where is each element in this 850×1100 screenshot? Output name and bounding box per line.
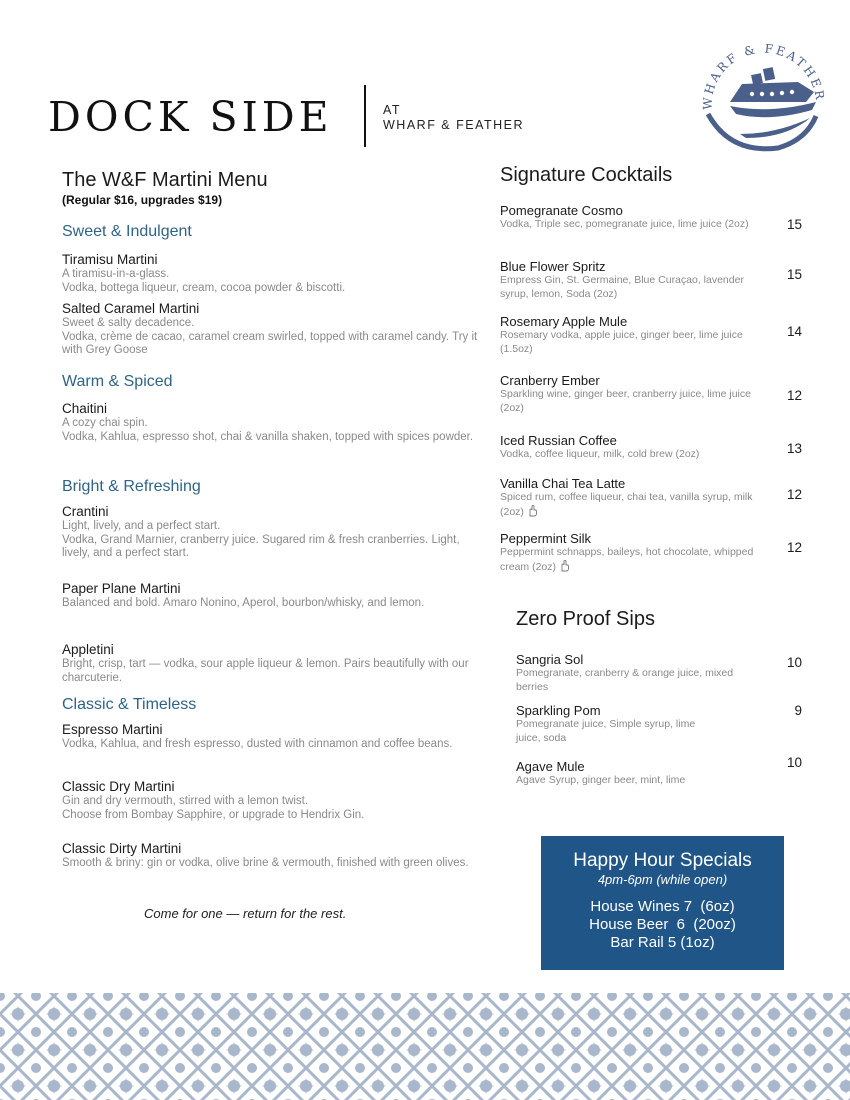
brand-title: DOCK SIDE: [48, 93, 333, 141]
item-description: Balanced and bold. Amaro Nonino, Aperol, bourbon/whisky, and lemon.: [62, 597, 425, 609]
happy-hour-beer: House Beer 6 (20oz): [589, 916, 736, 933]
menu-item: [62, 642, 482, 685]
cocktail-name: Rosemary Apple Mule: [500, 314, 628, 329]
cocktail-description-text: Spiced rum, coffee liqueur, chai tea, vanilla syrup, milk (2oz): [500, 491, 753, 518]
item-description: Vodka, crème de cacao, caramel cream swirled, topped with caramel candy. Try it with Grey Goose: [62, 330, 478, 356]
menu-item: [62, 401, 482, 444]
item-name: Classic Dirty Martini: [62, 841, 182, 856]
logo-ring-arc: [708, 114, 816, 149]
cocktail-item: [500, 476, 800, 519]
item-description: Smooth & briny: gin or vodka, olive brine & vermouth, finished with green olives.: [62, 857, 469, 869]
section-warm-spiced: Warm & Spiced: [62, 373, 173, 390]
item-description: Choose from Bombay Sapphire, or upgrade to Hendrix Gin.: [62, 808, 365, 821]
item-name: Appletini: [62, 642, 114, 657]
cocktail-name: Pomegranate Cosmo: [500, 203, 623, 218]
hand-icon: [559, 560, 570, 572]
menu-item: [62, 779, 482, 822]
menu-item: [62, 581, 482, 611]
item-name: Paper Plane Martini: [62, 581, 181, 596]
cocktail-description: Vodka, Triple sec, pomegranate juice, lime juice (2oz): [500, 218, 749, 230]
happy-hour-wine: House Wines 7 (6oz): [590, 898, 735, 915]
menu-item: [62, 504, 482, 561]
drink-name: Sangria Sol: [516, 652, 584, 667]
item-tagline: Light, lively, and a perfect start.: [62, 520, 221, 532]
closing-tagline: Come for one — return for the rest.: [144, 906, 347, 921]
cocktail-price: 15: [786, 217, 802, 232]
cocktail-price: 14: [786, 324, 802, 339]
martini-price-note: (Regular $16, upgrades $19): [62, 193, 223, 207]
drink-price: 9: [794, 703, 802, 718]
happy-hour-box: [541, 836, 784, 970]
wharf-feather-logo: [690, 22, 830, 162]
subtitle-venue: WHARF & FEATHER: [383, 118, 525, 132]
cocktail-name: Cranberry Ember: [500, 373, 600, 388]
cocktail-description-text: Peppermint schnapps, baileys, hot chocolate, whipped cream (2oz): [500, 546, 754, 573]
item-tagline: A tiramisu-in-a-glass.: [62, 268, 170, 280]
cocktail-item: [500, 314, 800, 356]
cocktail-item: [500, 531, 800, 574]
drink-name: Sparkling Pom: [516, 703, 601, 718]
cocktail-item: [500, 203, 800, 232]
cocktail-price: 12: [786, 487, 802, 502]
item-name: Espresso Martini: [62, 722, 163, 737]
martini-menu-title: The W&F Martini Menu: [62, 169, 268, 191]
cocktail-name: Blue Flower Spritz: [500, 259, 606, 274]
item-name: Salted Caramel Martini: [62, 301, 200, 316]
cocktail-description: Rosemary vodka, apple juice, ginger beer, lime juice (1.5oz): [500, 329, 743, 355]
cocktail-description: Empress Gin, St. Germaine, Blue Curaçao, lavender syrup, lemon, Soda (2oz): [500, 274, 744, 300]
drink-description: Pomegranate, cranberry & orange juice, mixed berries: [516, 667, 734, 693]
happy-hour-rail: Bar Rail 5 (1oz): [610, 934, 715, 951]
drink-price: 10: [786, 755, 802, 770]
cocktail-description: [500, 491, 765, 519]
brand-subtitle: [383, 103, 524, 133]
zero-proof-title: Zero Proof Sips: [516, 608, 655, 630]
item-description: Bright, crisp, tart — vodka, sour apple liqueur & lemon. Pairs beautifully with our charcuterie.: [62, 658, 469, 684]
item-description: Vodka, bottega liqueur, cream, cocoa powder & biscotti.: [62, 281, 346, 294]
item-name: Crantini: [62, 504, 109, 519]
item-description: Vodka, Grand Marnier, cranberry juice. Sugared rim & fresh cranberries. Light, lively, and a perfect start.: [62, 533, 460, 559]
menu-item: [62, 722, 482, 752]
item-description: Vodka, Kahlua, espresso shot, chai & vanilla shaken, topped with spices powder.: [62, 430, 474, 443]
hand-icon: [527, 505, 538, 517]
cocktail-item: [500, 433, 800, 462]
cocktail-name: Peppermint Silk: [500, 531, 592, 546]
signature-cocktails-title: Signature Cocktails: [500, 164, 673, 186]
drink-name: Agave Mule: [516, 759, 585, 774]
item-name: Tiramisu Martini: [62, 252, 158, 267]
cocktail-price: 12: [786, 540, 802, 555]
cocktail-name: Iced Russian Coffee: [500, 433, 617, 448]
decorative-tile-pattern: [0, 993, 850, 1100]
section-bright-refreshing: Bright & Refreshing: [62, 478, 201, 495]
drink-description: Pomegranate juice, Simple syrup, lime juice, soda: [516, 718, 696, 744]
martini-menu: [62, 168, 482, 869]
item-tagline: Sweet & salty decadence.: [62, 317, 195, 329]
cocktail-description: Sparkling wine, ginger beer, cranberry juice, lime juice (2oz): [500, 388, 751, 414]
cocktail-price: 12: [786, 388, 802, 403]
logo-ring-text: WHARF & FEATHER: [700, 41, 828, 111]
item-tagline: A cozy chai spin.: [62, 417, 148, 429]
header-divider: [364, 85, 366, 147]
menu-item: [62, 301, 482, 358]
happy-hour-title: Happy Hour Specials: [573, 850, 752, 871]
cocktail-item: [500, 373, 800, 415]
item-name: Classic Dry Martini: [62, 779, 175, 794]
drink-price: 10: [786, 655, 802, 670]
item-description: Vodka, Kahlua, and fresh espresso, dusted with cinnamon and coffee beans.: [62, 738, 453, 750]
item-description: Gin and dry vermouth, stirred with a lemon twist.: [62, 795, 309, 807]
menu-item: [62, 252, 482, 295]
subtitle-at: AT: [383, 103, 402, 117]
cocktail-description: [500, 546, 765, 574]
cocktail-name: Vanilla Chai Tea Latte: [500, 476, 626, 491]
cocktail-description: Vodka, coffee liqueur, milk, cold brew (2oz): [500, 448, 700, 460]
cocktail-price: 13: [786, 441, 802, 456]
item-name: Chaitini: [62, 401, 108, 416]
menu-item: [62, 841, 482, 871]
cocktail-price: 15: [786, 267, 802, 282]
happy-hour-time: 4pm-6pm (while open): [597, 872, 728, 887]
cocktail-item: [500, 259, 800, 301]
drink-description: Agave Syrup, ginger beer, mint, lime: [516, 774, 686, 786]
section-classic-timeless: Classic & Timeless: [62, 696, 197, 713]
section-sweet-indulgent: Sweet & Indulgent: [62, 223, 192, 240]
